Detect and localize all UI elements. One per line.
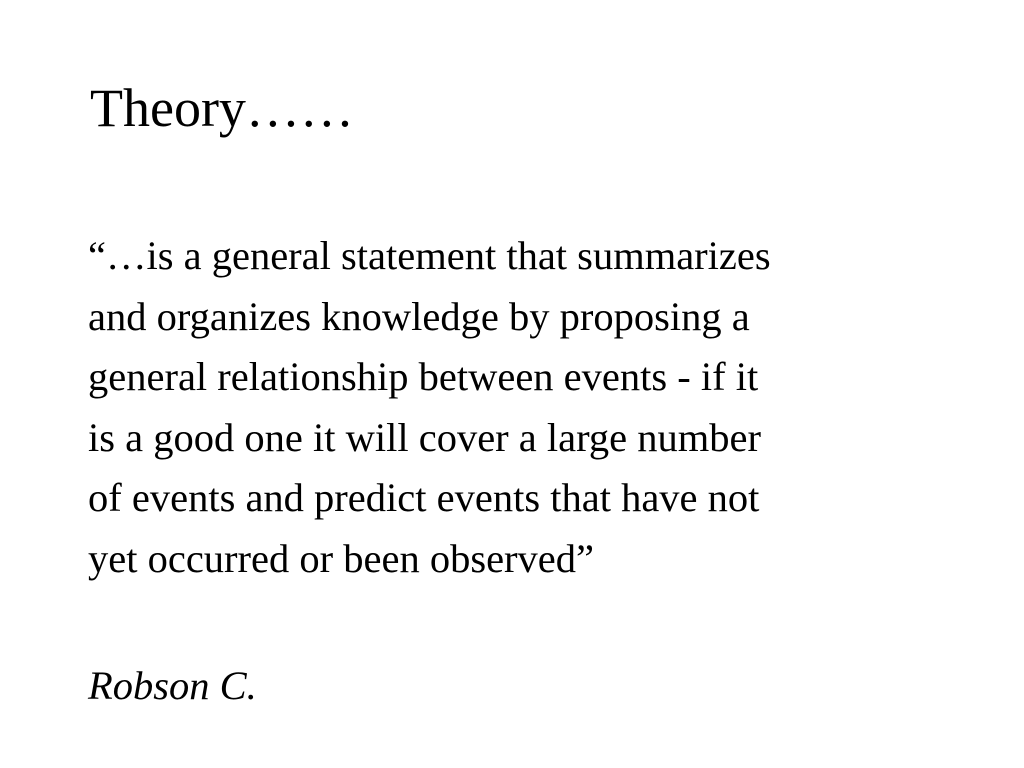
quote-line: general relationship between events - if it — [88, 354, 759, 399]
slide-title: Theory…… — [90, 78, 354, 138]
quote-line: yet occurred or been observed” — [88, 535, 594, 581]
definition-quote — [88, 226, 978, 589]
quote-author: Robson C. — [88, 663, 257, 708]
quote-line: “…is a general statement that summarizes — [88, 233, 771, 278]
quote-line: is a good one it will cover a large number — [88, 414, 761, 460]
quote-line: and organizes knowledge by proposing a — [88, 293, 750, 339]
quote-line: of events and predict events that have not — [88, 475, 760, 520]
